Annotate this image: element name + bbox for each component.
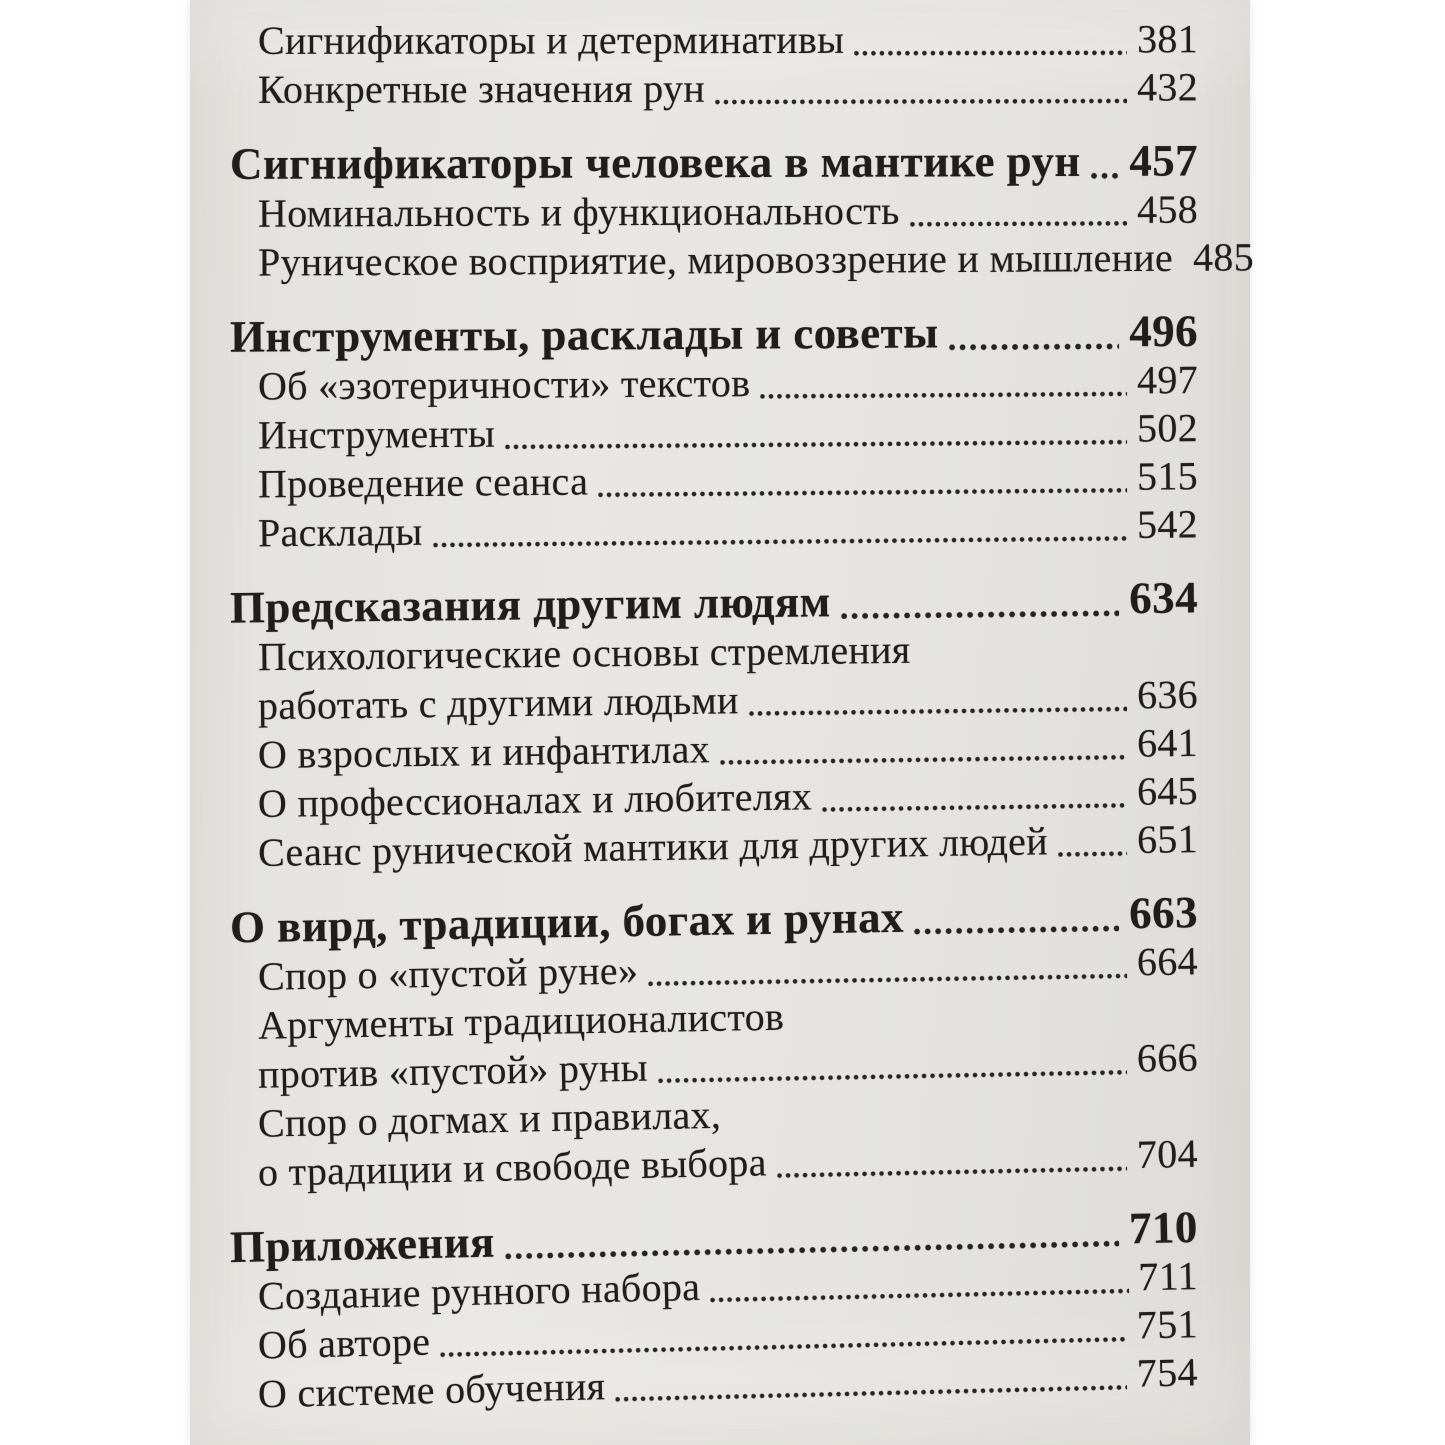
dot-leader [749,707,1127,717]
toc-heading-page: 710 [1128,1201,1199,1254]
toc-entry [190,232,1255,287]
toc-entry-page: 515 [1136,453,1199,499]
toc-heading-title: Сигнификаторы человека в мантике рун [229,135,1081,189]
toc-entry-title: Инструменты [257,410,496,458]
toc-entry [190,499,1250,558]
toc-entry-page: 711 [1137,1253,1199,1300]
toc-heading-page: 457 [1129,135,1199,186]
toc-section-heading [190,136,1250,189]
dot-leader [648,973,1127,986]
toc-entry-title: О взрослых и инфантилах [257,726,711,778]
toc-entry-title: Номинальность и функциональность [257,187,900,236]
toc-entry-title: Об «эзотеричности» текстов [257,360,751,409]
toc-entry [190,14,1250,65]
dot-leader [1091,173,1120,179]
dot-leader [760,391,1127,399]
toc-entry-page: 704 [1136,1130,1199,1177]
dot-leader [598,488,1127,498]
toc-entry-title: Сигнификаторы и детерминативы [257,16,845,63]
toc-entry-title: О системе обучения [257,1363,606,1417]
dot-leader [616,1385,1128,1402]
dot-leader [914,925,1119,934]
dot-leader [841,610,1120,619]
toc-entry-title: работать с другими людьми [257,677,739,729]
toc-entry-page: 497 [1136,356,1199,403]
toc-entry-title: Проведение сеанса [257,458,589,507]
toc-entry-page: 754 [1136,1349,1199,1396]
toc-entry-title: Об авторе [257,1318,431,1368]
dot-leader [910,221,1127,227]
toc-entry-title: Конкретные значения рун [257,65,706,112]
toc-entry-title: Руническое восприятие, мировоззрение и мышление [257,234,1174,285]
dot-leader [433,536,1128,548]
dot-leader [854,50,1127,55]
toc-entry-title: О профессионалах и любителях [257,773,813,827]
toc-entry-title: Аргументы традиционалистов [257,993,785,1048]
toc-entry-title: против «пустой» руны [257,1044,649,1097]
toc-entry-page: 664 [1136,938,1199,985]
toc-heading-page: 634 [1128,572,1199,624]
dot-leader [658,1070,1127,1084]
toc-entry-title: Психологические основы стремления [257,626,911,680]
table-of-contents [190,16,1255,1420]
toc-entry-page: 666 [1136,1034,1199,1081]
toc-entry-page: 432 [1137,64,1199,110]
toc-heading-title: Приложения [229,1216,496,1273]
dot-leader [822,803,1127,812]
toc-entry-title: о традиции и свободе выбора [257,1139,768,1195]
toc-entry-page: 381 [1137,16,1199,62]
toc-heading-title: Предсказания другим людям [229,576,831,633]
toc-entry-title: Создание рунного набора [257,1263,701,1319]
toc-entry-page: 485 [1192,234,1255,280]
toc-entry [190,355,1250,411]
toc-entry-page: 458 [1136,186,1199,232]
toc-entry-page: 651 [1136,816,1199,862]
dot-leader [710,1289,1128,1303]
dot-leader [720,755,1127,765]
toc-entry-title: Сеанс рунической мантики для других людей [257,818,1049,875]
toc-entry-page: 751 [1136,1301,1199,1348]
book-page [190,0,1255,1445]
toc-heading-page: 496 [1129,305,1199,357]
dot-leader [505,440,1127,450]
toc-entry [190,62,1250,114]
toc-heading-title: Инструменты, расклады и советы [229,307,939,362]
toc-entry-page: 641 [1136,719,1199,766]
dot-leader [715,99,1127,105]
toc-entry-title: Спор о догмах и правилах, [257,1091,722,1146]
dot-leader [949,343,1120,350]
toc-entry [190,184,1250,238]
toc-section-heading [190,307,1250,362]
toc-entry-title: Расклады [257,508,423,556]
dot-leader [777,1166,1127,1178]
dot-leader [1058,851,1127,857]
toc-heading-title: О вирд, традиции, богах и рунах [229,891,905,953]
toc-heading-page: 663 [1128,887,1199,939]
toc-entry-page: 645 [1136,767,1199,814]
toc-entry-title: Спор о «пустой руне» [257,947,639,999]
toc-entry-page: 502 [1136,405,1199,451]
toc-entry-page: 636 [1136,671,1199,718]
toc-entry-page: 542 [1136,501,1199,547]
